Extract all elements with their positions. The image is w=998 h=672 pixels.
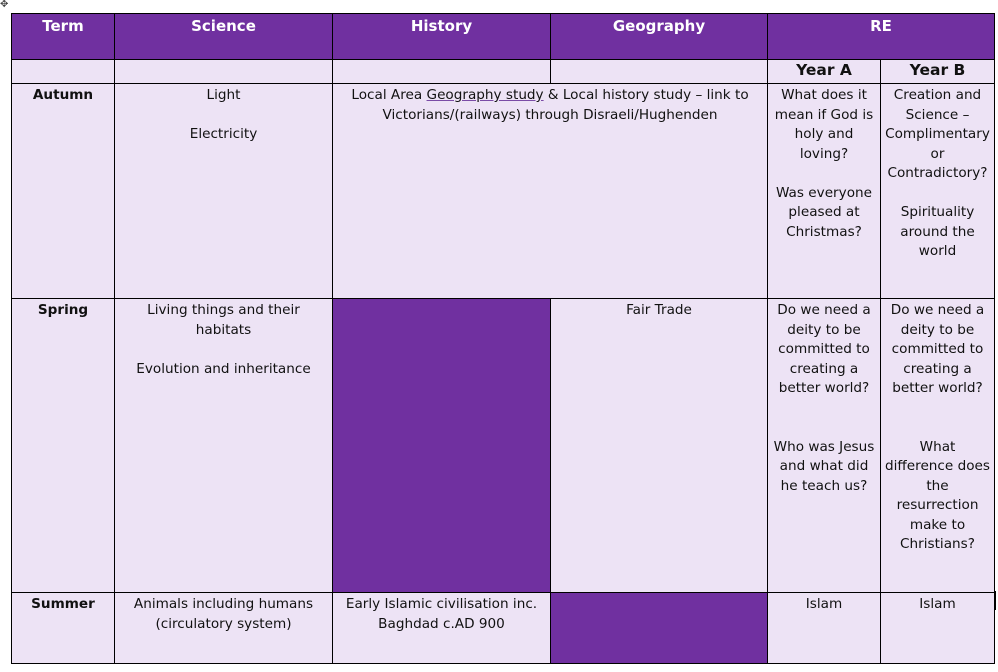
autumn-re-a	[768, 84, 881, 299]
autumn-re-a-2: Was everyone pleased at Christmas?	[775, 184, 872, 240]
autumn-humanities-link[interactable]: Geography study	[426, 87, 544, 103]
summer-science: Animals including humans (circulatory system)	[115, 593, 333, 664]
subheader-year-b: Year B	[881, 60, 995, 84]
autumn-science-2: Electricity	[189, 126, 258, 142]
summer-geography-shaded	[551, 593, 768, 664]
spring-re-b-2: What difference does the resurrection make to Christians?	[885, 438, 990, 552]
spring-history-shaded	[333, 299, 551, 593]
autumn-term: Autumn	[12, 84, 115, 299]
autumn-humanities	[333, 84, 768, 299]
autumn-re-b-1: Creation and Science – Complimentary or Contradictory?	[885, 87, 990, 181]
summer-re-a: Islam	[768, 593, 881, 664]
subheader-empty-science	[115, 60, 333, 84]
subheader-empty-term	[12, 60, 115, 84]
autumn-re-b-2: Spirituality around the world	[900, 204, 975, 259]
move-handle-icon[interactable]: ✥	[0, 0, 9, 10]
spring-geography: Fair Trade	[551, 299, 768, 593]
summer-row	[12, 593, 995, 664]
spring-science	[115, 299, 333, 593]
autumn-row	[12, 84, 995, 299]
header-geography: Geography	[551, 14, 768, 60]
spring-re-b-1: Do we need a deity to be committed to creating a better world?	[890, 302, 985, 396]
subheader-empty-geography	[551, 60, 768, 84]
spring-science-2: Evolution and inheritance	[136, 360, 311, 377]
spring-term: Spring	[12, 299, 115, 593]
text-cursor	[995, 591, 996, 610]
subheader-year-a: Year A	[768, 60, 881, 84]
header-re: RE	[768, 14, 995, 60]
header-science: Science	[115, 14, 333, 60]
autumn-humanities-post: & Local history study – link to Victorians/(railways) through Disraeli/Hughenden	[382, 87, 749, 123]
autumn-science	[115, 84, 333, 299]
spring-row	[12, 299, 995, 593]
subheader-empty-history	[333, 60, 551, 84]
autumn-science-1: Light	[206, 87, 241, 103]
autumn-re-a-1: What does it mean if God is holy and loving?	[774, 87, 874, 162]
header-term: Term	[12, 14, 115, 60]
spring-re-b	[881, 299, 995, 593]
curriculum-table	[11, 13, 995, 664]
summer-history: Early Islamic civilisation inc. Baghdad c.AD 900	[333, 593, 551, 664]
header-row	[12, 14, 995, 60]
spring-re-a-2: Who was Jesus and what did he teach us?	[773, 438, 875, 494]
summer-re-b: Islam	[881, 593, 995, 664]
summer-term: Summer	[12, 593, 115, 664]
spring-science-1: Living things and their habitats	[147, 302, 300, 338]
spring-re-a	[768, 299, 881, 593]
autumn-humanities-pre: Local Area	[351, 87, 427, 103]
autumn-re-b	[881, 84, 995, 299]
subheader-row	[12, 60, 995, 84]
spring-re-a-1: Do we need a deity to be committed to creating a better world?	[777, 302, 871, 396]
header-history: History	[333, 14, 551, 60]
